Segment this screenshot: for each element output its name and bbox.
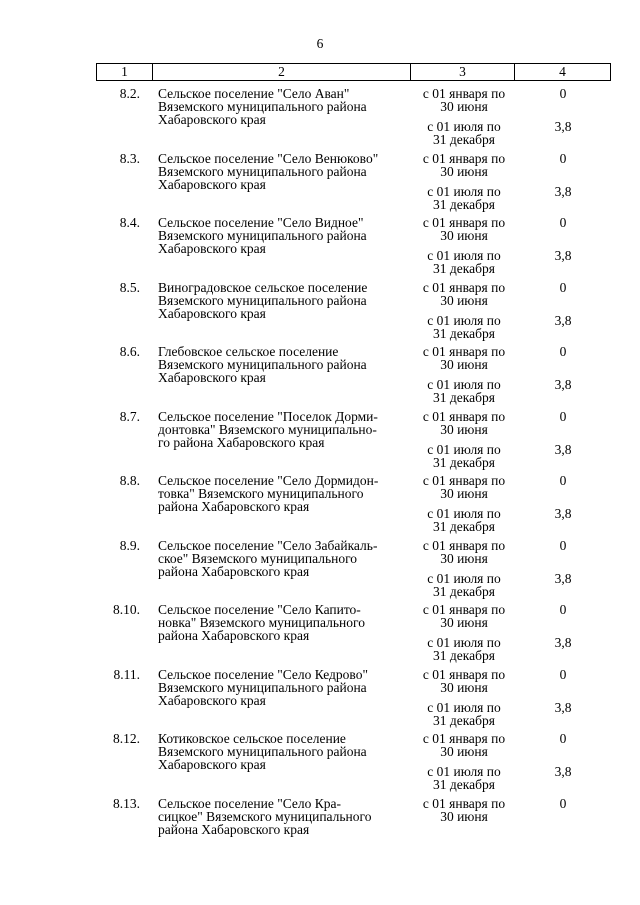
row-number: 8.2. xyxy=(119,86,140,101)
period-line: с 01 января по xyxy=(422,279,506,295)
name-line: района Хабаровского края xyxy=(158,499,310,514)
name-line: района Хабаровского края xyxy=(158,628,310,643)
name-line: Котиковское сельское поселение xyxy=(158,731,346,746)
table-row xyxy=(0,732,640,797)
settlement-name xyxy=(158,668,410,707)
table-row xyxy=(0,216,640,281)
settlement-name xyxy=(158,603,410,642)
period-line: 30 июня xyxy=(440,615,488,630)
period-line: с 01 июля по xyxy=(427,312,501,328)
settlement-name xyxy=(158,539,410,578)
name-line: Сельское поселение "Село Венюково" xyxy=(158,150,379,166)
period-second-half xyxy=(414,507,514,533)
table-row xyxy=(0,797,640,862)
period-line: с 01 июля по xyxy=(427,119,501,134)
period-first-half xyxy=(414,732,514,758)
period-first-half xyxy=(414,410,514,436)
value-first-half: 0 xyxy=(559,795,567,811)
value-second-half: 3,8 xyxy=(554,248,572,263)
name-line: Сельское поселение "Село Видное" xyxy=(158,215,364,230)
period-line: с 01 января по xyxy=(422,537,506,553)
name-line: Хабаровского края xyxy=(158,112,266,127)
name-line: Глебовское сельское поселение xyxy=(158,344,339,359)
name-line: Сельское поселение "Поселок Дорми- xyxy=(158,408,378,424)
period-line: с 01 января по xyxy=(422,795,506,811)
period-second-half xyxy=(414,378,514,404)
period-line: с 01 января по xyxy=(422,344,506,359)
name-line: Виноградовское сельское поселение xyxy=(158,279,368,295)
column-header-table xyxy=(96,63,611,81)
period-line: 30 июня xyxy=(440,163,488,179)
table-row xyxy=(0,668,640,733)
table-row xyxy=(0,152,640,217)
period-line: с 01 июля по xyxy=(427,570,501,586)
period-first-half xyxy=(414,216,514,242)
name-line: го района Хабаровского края xyxy=(158,434,325,450)
value-second-half: 3,8 xyxy=(554,506,572,521)
name-line: Хабаровского края xyxy=(158,176,266,192)
period-line: 30 июня xyxy=(440,99,488,114)
period-line: с 01 января по xyxy=(422,602,506,617)
name-line: Сельское поселение "Село Аван" xyxy=(158,86,350,101)
value-second-half: 3,8 xyxy=(554,699,572,715)
name-line: Хабаровского края xyxy=(158,692,266,708)
settlement-name xyxy=(158,87,410,126)
period-first-half xyxy=(414,797,514,823)
row-number: 8.13. xyxy=(113,795,140,811)
value-first-half: 0 xyxy=(559,666,567,682)
period-line: с 01 января по xyxy=(422,86,506,101)
value-second-half: 3,8 xyxy=(554,441,572,457)
name-line: Сельское поселение "Село Капито- xyxy=(158,602,361,617)
value-second-half: 3,8 xyxy=(554,377,572,392)
column-header-4: 4 xyxy=(515,64,611,81)
period-second-half xyxy=(414,120,514,146)
period-first-half xyxy=(414,345,514,371)
period-line: 30 июня xyxy=(440,808,488,824)
row-number: 8.10. xyxy=(113,602,140,617)
name-line: донтовка" Вяземского муниципально- xyxy=(158,421,377,437)
value-second-half: 3,8 xyxy=(554,570,572,586)
row-number: 8.9. xyxy=(119,537,140,553)
table-row xyxy=(0,345,640,410)
value-first-half: 0 xyxy=(559,344,567,359)
name-line: района Хабаровского края xyxy=(158,821,310,837)
period-line: 31 декабря xyxy=(433,390,495,405)
name-line: района Хабаровского края xyxy=(158,563,310,579)
period-line: с 01 июля по xyxy=(427,183,501,199)
period-line: 30 июня xyxy=(440,292,488,308)
table-row xyxy=(0,603,640,668)
value-second-half: 3,8 xyxy=(554,635,572,650)
settlement-name xyxy=(158,345,410,384)
name-line: сицкое" Вяземского муниципального xyxy=(158,808,372,824)
period-second-half xyxy=(414,572,514,598)
row-number: 8.7. xyxy=(119,408,140,424)
name-line: товка" Вяземского муниципального xyxy=(158,486,364,501)
row-number: 8.11. xyxy=(113,666,140,682)
row-number: 8.8. xyxy=(119,473,140,488)
period-line: с 01 июля по xyxy=(427,377,501,392)
name-line: Хабаровского края xyxy=(158,757,266,772)
period-line: 30 июня xyxy=(440,679,488,695)
period-first-half xyxy=(414,152,514,178)
table-row xyxy=(0,281,640,346)
period-line: 31 декабря xyxy=(433,196,495,212)
period-second-half xyxy=(414,636,514,662)
name-line: Сельское поселение "Село Кра- xyxy=(158,795,341,811)
name-line: Сельское поселение "Село Дормидон- xyxy=(158,473,379,488)
row-number: 8.12. xyxy=(113,731,140,746)
column-header-1: 1 xyxy=(97,64,153,81)
period-first-half xyxy=(414,668,514,694)
period-line: 30 июня xyxy=(440,357,488,372)
period-line: 31 декабря xyxy=(433,261,495,276)
table-row xyxy=(0,410,640,475)
column-header-3: 3 xyxy=(411,64,515,81)
period-first-half xyxy=(414,539,514,565)
name-line: Хабаровского края xyxy=(158,370,266,385)
name-line: Вяземского муниципального района xyxy=(158,357,367,372)
period-line: с 01 июля по xyxy=(427,441,501,457)
settlement-name xyxy=(158,216,410,255)
row-number: 8.3. xyxy=(119,150,140,166)
value-first-half: 0 xyxy=(559,731,567,746)
settlement-name xyxy=(158,281,410,320)
name-line: Хабаровского края xyxy=(158,241,266,256)
period-line: с 01 июля по xyxy=(427,635,501,650)
period-line: с 01 января по xyxy=(422,473,506,488)
period-line: 31 декабря xyxy=(433,583,495,599)
page-number: 6 xyxy=(316,36,324,51)
table-body xyxy=(0,87,640,861)
period-line: с 01 января по xyxy=(422,215,506,230)
name-line: Сельское поселение "Село Забайкаль- xyxy=(158,537,378,553)
period-line: 31 декабря xyxy=(433,648,495,663)
value-first-half: 0 xyxy=(559,86,567,101)
period-first-half xyxy=(414,87,514,113)
value-first-half: 0 xyxy=(559,150,567,166)
name-line: Сельское поселение "Село Кедрово" xyxy=(158,666,368,682)
name-line: Вяземского муниципального района xyxy=(158,228,367,243)
period-line: 31 декабря xyxy=(433,712,495,728)
period-line: с 01 января по xyxy=(422,150,506,166)
period-second-half xyxy=(414,765,514,791)
period-second-half xyxy=(414,443,514,469)
name-line: Хабаровского края xyxy=(158,305,266,321)
name-line: Вяземского муниципального района xyxy=(158,99,367,114)
column-header-2: 2 xyxy=(153,64,411,81)
value-first-half: 0 xyxy=(559,473,567,488)
name-line: ское" Вяземского муниципального xyxy=(158,550,358,566)
period-first-half xyxy=(414,474,514,500)
name-line: Вяземского муниципального района xyxy=(158,744,367,759)
period-line: 30 июня xyxy=(440,744,488,759)
row-number: 8.5. xyxy=(119,279,140,295)
value-first-half: 0 xyxy=(559,408,567,424)
value-second-half: 3,8 xyxy=(554,119,572,134)
period-second-half xyxy=(414,185,514,211)
value-first-half: 0 xyxy=(559,279,567,295)
period-line: с 01 января по xyxy=(422,666,506,682)
table-row xyxy=(0,474,640,539)
value-first-half: 0 xyxy=(559,537,567,553)
settlement-name xyxy=(158,797,410,836)
period-line: с 01 июля по xyxy=(427,699,501,715)
period-second-half xyxy=(414,249,514,275)
period-line: 30 июня xyxy=(440,550,488,566)
period-line: 30 июня xyxy=(440,228,488,243)
period-line: с 01 января по xyxy=(422,731,506,746)
row-number: 8.6. xyxy=(119,344,140,359)
period-first-half xyxy=(414,281,514,307)
value-second-half: 3,8 xyxy=(554,764,572,779)
period-line: 31 декабря xyxy=(433,519,495,534)
table-row xyxy=(0,87,640,152)
value-first-half: 0 xyxy=(559,215,567,230)
period-second-half xyxy=(414,701,514,727)
table-row xyxy=(0,539,640,604)
value-first-half: 0 xyxy=(559,602,567,617)
period-line: 31 декабря xyxy=(433,325,495,341)
settlement-name xyxy=(158,410,410,449)
value-second-half: 3,8 xyxy=(554,183,572,199)
period-line: с 01 июля по xyxy=(427,248,501,263)
period-line: с 01 июля по xyxy=(427,506,501,521)
value-second-half: 3,8 xyxy=(554,312,572,328)
name-line: Вяземского муниципального района xyxy=(158,292,367,308)
settlement-name xyxy=(158,732,410,771)
settlement-name xyxy=(158,152,410,191)
row-number: 8.4. xyxy=(119,215,140,230)
period-line: с 01 января по xyxy=(422,408,506,424)
period-second-half xyxy=(414,314,514,340)
name-line: новка" Вяземского муниципального xyxy=(158,615,365,630)
period-line: 31 декабря xyxy=(433,132,495,147)
period-line: 31 декабря xyxy=(433,777,495,792)
period-line: 30 июня xyxy=(440,421,488,437)
name-line: Вяземского муниципального района xyxy=(158,679,367,695)
period-line: 30 июня xyxy=(440,486,488,501)
period-first-half xyxy=(414,603,514,629)
period-line: с 01 июля по xyxy=(427,764,501,779)
period-line: 31 декабря xyxy=(433,454,495,470)
settlement-name xyxy=(158,474,410,513)
name-line: Вяземского муниципального района xyxy=(158,163,367,179)
